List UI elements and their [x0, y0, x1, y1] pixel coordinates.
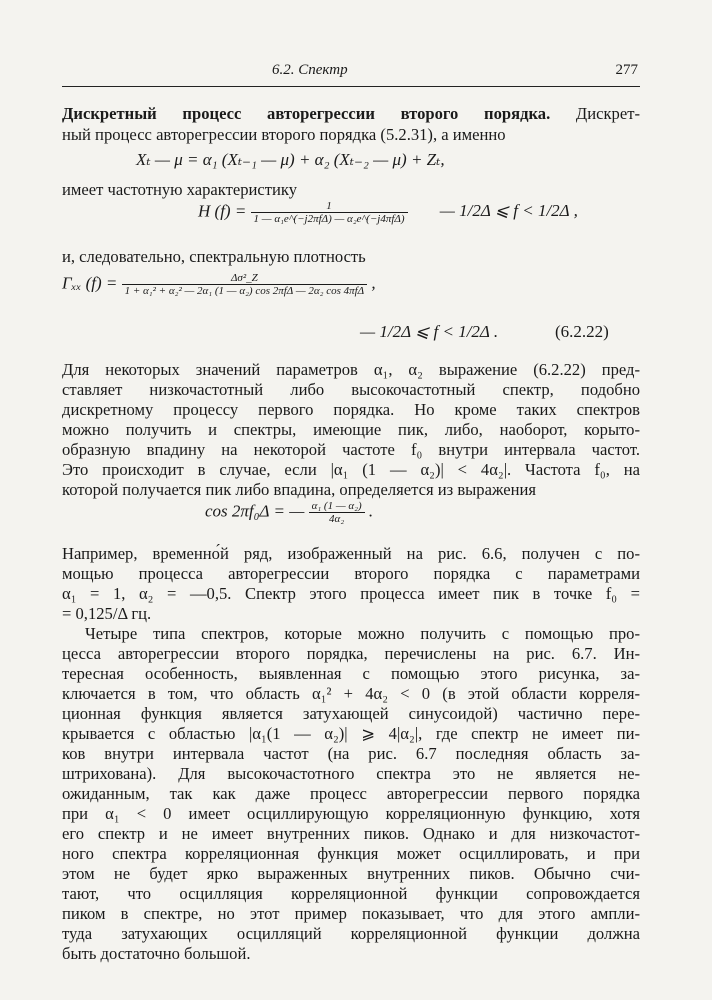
section-heading: Дискретный процесс авторегрессии второго порядка.: [62, 104, 551, 123]
text-line: тают, что осцилляция корреляционной функции сопровождается: [62, 884, 640, 903]
text-line: ков внутри интервала частот (на рис. 6.7 последняя область за-: [62, 744, 640, 763]
equation-frequency-response: [198, 200, 578, 225]
text-line: образную впадину на некоторой частоте f₀ внутри интервала частот.: [62, 440, 640, 459]
text-line: быть достаточно большой.: [62, 944, 251, 963]
denominator: 1 — α₁e^(−j2πfΔ) — α₂e^(−j4πfΔ): [251, 212, 408, 225]
equation-lhs: cos 2πf₀Δ = —: [205, 501, 305, 521]
equation-lhs: H (f) =: [198, 201, 247, 221]
text-line: при α₁ < 0 имеет осциллирующую корреляционную функцию, хотя: [62, 804, 640, 823]
text-line: ционная функция является затухающей синусоидой) частично пере-: [62, 704, 640, 723]
fraction: [251, 200, 408, 225]
text-line: которой получается пик либо впадина, определяется из выражения: [62, 480, 536, 499]
equation-comma: ,: [371, 273, 376, 293]
text-fragment: Дискрет-: [550, 104, 640, 123]
numerator: 1: [326, 200, 332, 212]
equation-spectral-density: [62, 272, 376, 297]
text-line: тересная особенность, выявленная с помощью этого рисунка, за-: [62, 664, 640, 683]
equation-range: — 1/2Δ ⩽ f < 1/2Δ .: [360, 322, 499, 341]
text-line: α₁ = 1, α₂ = —0,5. Спектр этого процесса имеет пик в точке f₀ =: [62, 584, 640, 603]
text-line: имеет частотную характеристику: [62, 180, 298, 199]
denominator: 4α₂: [309, 512, 365, 525]
text-line: Например, временно́й ряд, изображенный на рис. 6.6, получен с по-: [62, 544, 640, 563]
text-line: этом не будет ярко выраженных внутренних пиков. Обычно счи-: [62, 864, 640, 883]
text-line: мощью процесса авторегрессии второго порядка с параметрами: [62, 564, 640, 583]
text-line: ставляет низкочастотный либо высокочастотный спектр, подобно: [62, 380, 640, 399]
equation-peak-frequency: [205, 500, 373, 525]
text-line: крывается с областью |α₁(1 — α₂)| ⩾ 4|α₂|, где спектр не имеет пи-: [62, 724, 640, 743]
text-line: ключается в том, что область α₁² + 4α₂ < 0 (в этой области корреля-: [62, 684, 640, 703]
fraction: [309, 500, 365, 525]
text-line: туда затухающих осцилляций корреляционной функции должна: [62, 924, 640, 943]
text-line: ожиданным, так как даже процесс авторегрессии первого порядка: [62, 784, 640, 803]
running-header-title: 6.2. Спектр: [272, 62, 348, 78]
text-line: ный процесс авторегрессии второго порядка (5.2.31), а именно: [62, 125, 506, 144]
text-line: = 0,125/Δ гц.: [62, 604, 152, 623]
text-line: дискретному процессу первого порядка. Но кроме таких спектров: [62, 400, 640, 419]
text-line: Четыре типа спектров, которые можно получить с помощью про-: [85, 624, 640, 643]
equation-label: (6.2.22): [555, 322, 609, 341]
numerator: α₁ (1 — α₂): [311, 500, 362, 512]
text-line: цесса авторегрессии второго порядка, перечислены на рис. 6.7. Ин-: [62, 644, 640, 663]
text-line: его спектр и не имеет внутренних пиков. Однако и для низкочастот-: [62, 824, 640, 843]
equation-lhs: Γₓₓ (f) =: [62, 273, 118, 293]
fraction: [122, 272, 368, 297]
text-line: ного спектра корреляционная функция может осциллировать, и при: [62, 844, 640, 863]
equation-range: — 1/2Δ ⩽ f < 1/2Δ ,: [439, 201, 578, 221]
text-line: пиком в спектре, но этот пример показывает, что для этого ампли-: [62, 904, 640, 923]
text-line: штрихована). Для высокочастотного спектра это не является не-: [62, 764, 640, 783]
header-rule: [62, 86, 640, 87]
text-line: Это происходит в случае, если |α₁ (1 — α₂)| < 4α₂|. Частота f₀, на: [62, 460, 640, 479]
text-line: Для некоторых значений параметров α₁, α₂ выражение (6.2.22) пред-: [62, 360, 640, 379]
text-line: и, следовательно, спектральную плотность: [62, 247, 366, 266]
denominator: 1 + α₁² + α₂² — 2α₁ (1 — α₂) cos 2πfΔ — 2α₂ cos 4πfΔ: [122, 284, 368, 297]
text-line: [62, 104, 640, 124]
page-number: 277: [615, 62, 638, 78]
text-line: можно получить и спектры, имеющие пик, либо, наоборот, корыто-: [62, 420, 640, 439]
equation-ar: Xₜ — μ = α₁ (Xₜ₋₁ — μ) + α₂ (Xₜ₋₂ — μ) + Zₜ,: [136, 150, 445, 169]
numerator: Δσ²_Z: [230, 272, 258, 284]
equation-end: .: [368, 501, 374, 521]
equation-range-line: [360, 322, 498, 342]
